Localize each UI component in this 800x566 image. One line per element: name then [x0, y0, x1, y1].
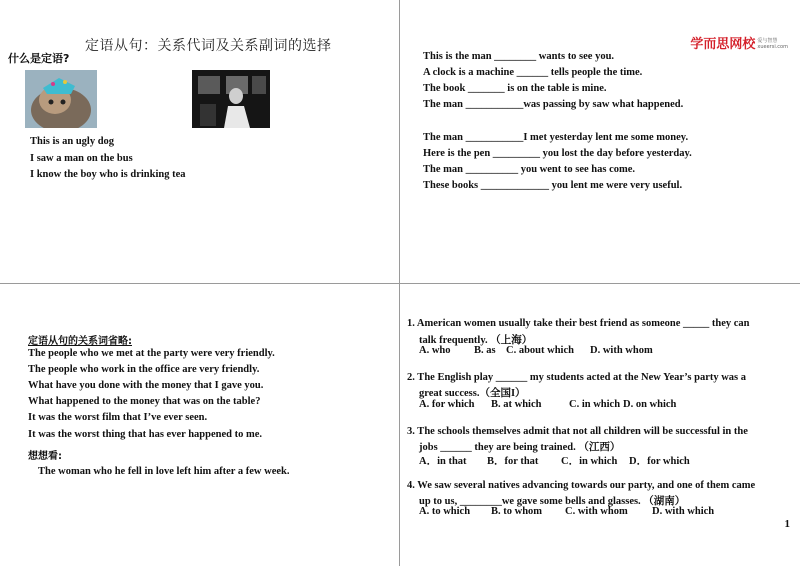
option: B．for that: [487, 456, 539, 467]
think-label: 想想看:: [28, 451, 62, 462]
option: D. with which: [652, 506, 715, 517]
exercise-line: The man __________ you went to see has come.: [423, 164, 636, 175]
slide-1: [0, 0, 399, 283]
option: A．in that: [419, 456, 467, 467]
exercise-line: The man ___________was passing by saw what happened.: [423, 99, 684, 110]
option: B. at which: [491, 399, 542, 410]
section-heading: 定语从句的关系词省略:: [28, 336, 132, 347]
slide-3: [0, 284, 399, 566]
example-line: What happened to the money that was on the table?: [28, 396, 261, 407]
option: D．for which: [629, 456, 690, 467]
option: B. to whom: [491, 506, 543, 517]
slide-subtitle: 什么是定语?: [8, 52, 70, 65]
exercise-line: These books _____________ you lent me were very useful.: [423, 180, 683, 191]
exercise-line: The book _______ is on the table is mine.: [423, 83, 607, 94]
question-3-line1: 3. The schools themselves admit that not all children will be successful in the: [407, 426, 748, 437]
option: A. for which: [419, 399, 475, 410]
example-line: This is an ugly dog: [30, 136, 115, 147]
bus-photo: [192, 70, 270, 128]
think-line: The woman who he fell in love left him after a few week.: [38, 466, 290, 477]
logo-tagline: 爱与智慧 xueersi.com: [757, 38, 788, 51]
dog-photo: [25, 70, 97, 128]
brand-logo: [690, 33, 788, 53]
logo-text: 学而思网校: [690, 37, 756, 52]
slide-title: 定语从句：关系代词及关系副词的选择: [85, 39, 332, 54]
example-line: It was the worst film that I’ve ever seen.: [28, 412, 208, 423]
option: D. on which: [623, 399, 677, 410]
example-line: The people who we met at the party were very friendly.: [28, 348, 275, 359]
question-2-line1: 2. The English play ______ my students acted at the New Year’s party was a: [407, 372, 747, 383]
example-line: I know the boy who is drinking tea: [30, 169, 186, 180]
option: C. with whom: [565, 506, 628, 517]
exercise-line: Here is the pen _________ you lost the day before yesterday.: [423, 148, 692, 159]
option: A. to which: [419, 506, 471, 517]
question-2-line2: great success.（全国I）: [419, 388, 526, 399]
slide-4: [401, 284, 800, 566]
example-line: What have you done with the money that I gave you.: [28, 380, 264, 391]
question-3-line2: jobs ______ they are being trained. （江西）: [419, 442, 621, 453]
option: C．in which: [561, 456, 618, 467]
option: C. in which: [569, 399, 621, 410]
option: C. about which: [506, 345, 574, 356]
exercise-line: The man ___________I met yesterday lent me some money.: [423, 132, 689, 143]
slide-2: [401, 0, 800, 283]
question-4-line1: 4. We saw several natives advancing towards our party, and one of them came: [407, 480, 756, 491]
example-line: I saw a man on the bus: [30, 153, 133, 164]
option: D. with whom: [590, 345, 653, 356]
option: A. who: [419, 345, 451, 356]
example-line: It was the worst thing that has ever happened to me.: [28, 429, 263, 440]
exercise-line: A clock is a machine ______ tells people the time.: [423, 67, 643, 78]
question-1-line2: talk frequently. （上海）: [419, 335, 533, 346]
question-1-line1: 1. American women usually take their best friend as someone _____ they can: [407, 318, 750, 329]
exercise-line: This is the man ________ wants to see you.: [423, 51, 615, 62]
page-number: 1: [784, 518, 790, 530]
option: B. as: [474, 345, 496, 356]
example-line: The people who work in the office are very friendly.: [28, 364, 260, 375]
question-4-line2: up to us, ________we gave some bells and glasses. （湖南）: [419, 496, 686, 507]
